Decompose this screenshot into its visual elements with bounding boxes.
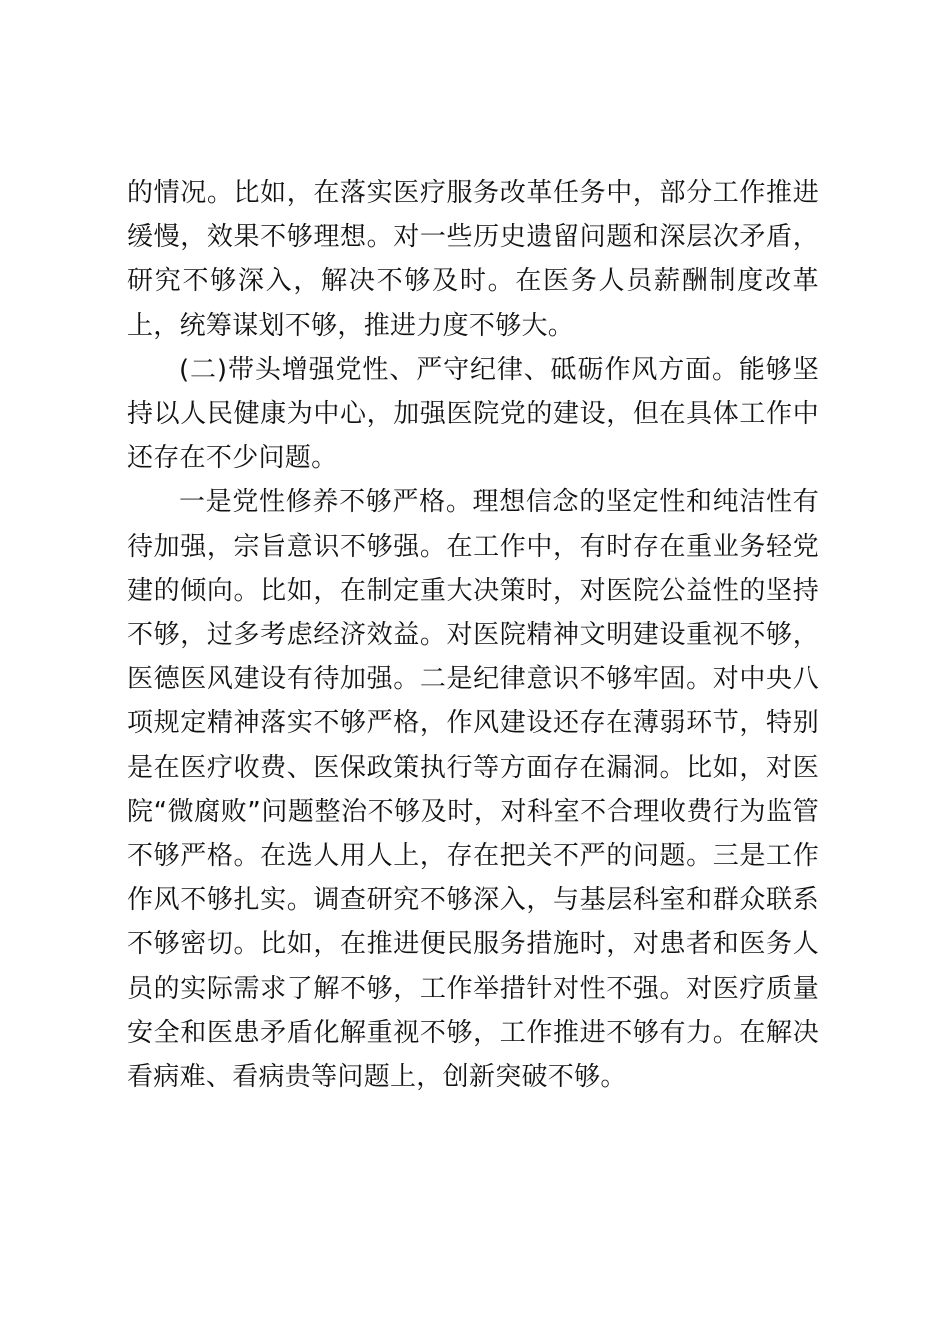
document-body xyxy=(127,171,819,1099)
paragraph-section-two: (二)带头增强党性、严守纪律、砥砺作风方面。能够坚持以人民健康为中心，加强医院党的建设，但在具体工作中还存在不少问题。 xyxy=(127,354,819,474)
paragraph-issues: 一是党性修养不够严格。理想信念的坚定性和纯洁性有待加强，宗旨意识不够强。在工作中，有时存在重业务轻党建的倾向。比如，在制定重大决策时，对医院公益性的坚持不够，过多考虑经济效益。对医院精神文明建设重视不够，医德医风建设有待加强。二是纪律意识不够牢固。对中央八项规定精神落实不够严格，作风建设还存在薄弱环节，特别是在医疗收费、医保政策执行等方面存在漏洞。比如，对医院“微腐败”问题整治不够及时，对科室不合理收费行为监管不够严格。在选人用人上，存在把关不严的问题。三是工作作风不够扎实。调查研究不够深入，与基层科室和群众联系不够密切。比如，在推进便民服务措施时，对患者和医务人员的实际需求了解不够，工作举措针对性不强。对医疗质量安全和医患矛盾化解重视不够，工作推进不够有力。在解决看病难、看病贵等问题上，创新突破不够。 xyxy=(127,487,819,1093)
paragraph-continuation: 的情况。比如，在落实医疗服务改革任务中，部分工作推进缓慢，效果不够理想。对一些历史遗留问题和深层次矛盾，研究不够深入，解决不够及时。在医务人员薪酬制度改革上，统筹谋划不够，推进力度不够大。 xyxy=(127,178,819,341)
